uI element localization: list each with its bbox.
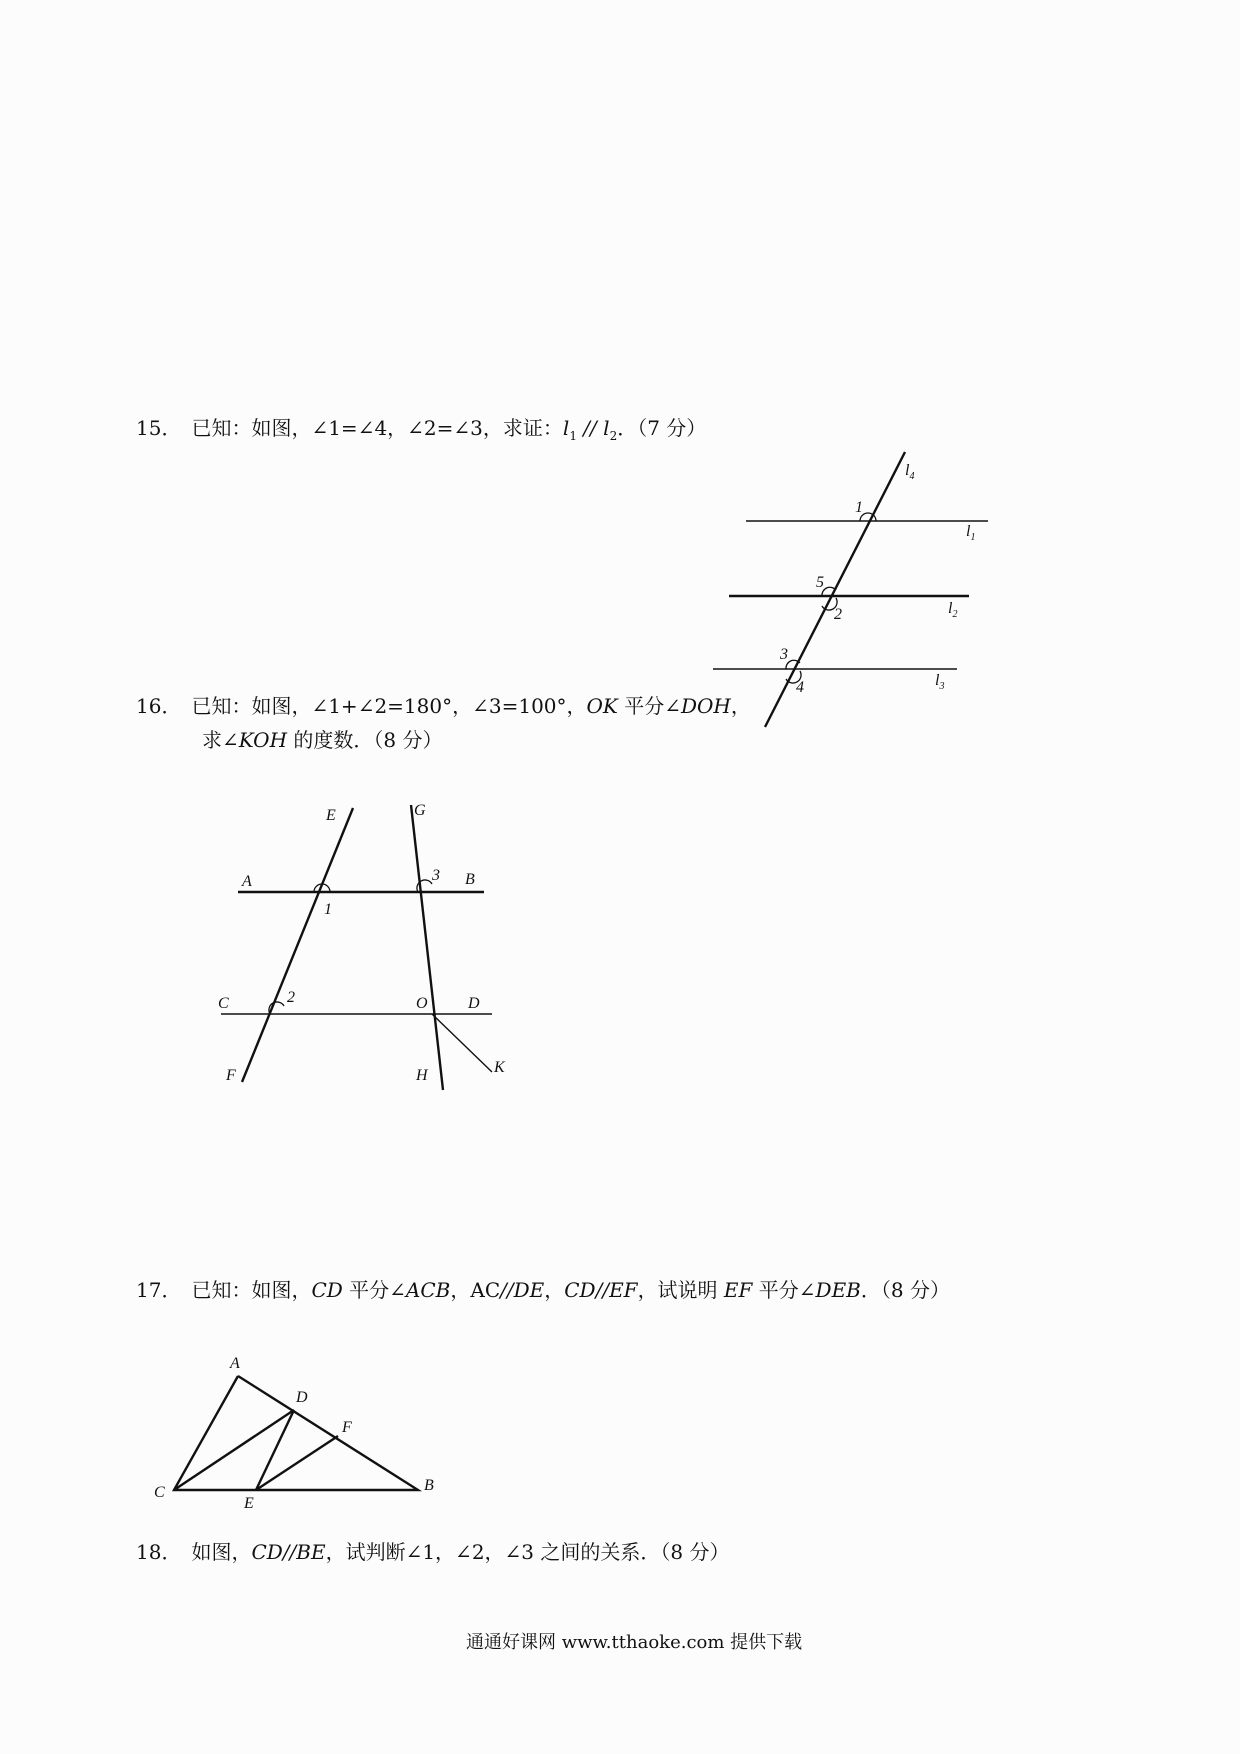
q16-ok: OK	[586, 694, 618, 718]
q18-number: 18．	[136, 1540, 182, 1564]
q15-parallel: //	[576, 416, 604, 440]
q16-text-c: ，	[730, 694, 751, 718]
q15-label-angle-4: 4	[796, 679, 804, 696]
q15-label-angle-5: 5	[816, 574, 824, 591]
q17-text-a: 已知：如图，	[191, 1278, 312, 1302]
q16-label-B: B	[465, 871, 475, 888]
q15-l2: l	[603, 416, 610, 440]
q17-ef2: EF	[723, 1278, 753, 1302]
q16-number: 16．	[136, 694, 182, 718]
q17-cd2: CD	[564, 1278, 596, 1302]
q16-label-G: G	[414, 802, 426, 819]
q17-text-g: ．（8 分）	[860, 1278, 950, 1302]
q17-text-f: 平分∠	[752, 1278, 816, 1302]
q15-label-l1: $l_1$	[966, 523, 976, 543]
q16-label-O: O	[416, 995, 428, 1012]
q17-label-F: F	[342, 1419, 352, 1436]
q16-label-D: D	[468, 995, 480, 1012]
q16-label-A: A	[242, 873, 252, 890]
q16-text-a: 已知：如图，∠1+∠2=180°，∠3=100°，	[191, 694, 587, 718]
q17-text-b: 平分∠	[342, 1278, 406, 1302]
q17-figure	[154, 1355, 434, 1512]
q16-label-H: H	[416, 1067, 428, 1084]
q18-parallel: //	[282, 1540, 297, 1564]
q16-line2-b: 的度数．（8 分）	[287, 728, 443, 752]
q17-label-D: D	[296, 1389, 308, 1406]
q16-line-gh	[411, 805, 443, 1090]
q15-label-angle-1: 1	[855, 499, 863, 516]
q16-label-F: F	[226, 1067, 236, 1084]
q15-label-angle-3: 3	[780, 646, 788, 663]
q15-label-l4: $l_4$	[905, 462, 915, 482]
q15-l1: l	[562, 416, 570, 440]
q16-koh: KOH	[238, 728, 288, 752]
q17-text-e: ，试说明	[637, 1278, 724, 1302]
q15-number: 15．	[136, 416, 182, 440]
q17-label-A: A	[230, 1355, 240, 1372]
q15-figure	[713, 452, 988, 727]
q15-text-a: 已知：如图，∠1=∠4，∠2=∠3，求证：	[191, 416, 563, 440]
q15-label-angle-2: 2	[834, 606, 842, 623]
page-footer: 通通好课网 www.tthaoke.com 提供下载	[466, 1632, 803, 1653]
q15-text-b: ．（7 分）	[617, 416, 707, 440]
q16-label-E: E	[326, 807, 336, 824]
q16-figure	[218, 802, 506, 1090]
q17-label-E: E	[244, 1495, 254, 1512]
q15-l1-sub: 1	[569, 429, 577, 443]
q15-label-l3: $l_3$	[935, 672, 945, 692]
q18-be: BE	[296, 1540, 326, 1564]
q18-text-a: 如图，	[191, 1540, 252, 1564]
q17-text-d: ，	[544, 1278, 565, 1302]
q17-parallel: //	[500, 1278, 514, 1302]
q16-label-angle-1: 1	[324, 901, 332, 918]
q17-ef: EF	[609, 1278, 638, 1302]
q16-label-C: C	[218, 995, 229, 1012]
q17-number: 17．	[136, 1278, 182, 1302]
q18-text-b: ，试判断∠1，∠2，∠3 之间的关系．（8 分）	[325, 1540, 730, 1564]
q17-acb: ACB	[405, 1278, 451, 1302]
q16-label-angle-2: 2	[287, 989, 295, 1006]
q15-label-l2: $l_2$	[948, 600, 958, 620]
q17-parallel2: //	[595, 1278, 610, 1302]
q15-l2-sub: 2	[609, 429, 618, 443]
q18-cd: CD	[251, 1540, 283, 1564]
q16-doh: DOH	[681, 694, 731, 718]
q16-line2-a: 求∠	[202, 728, 239, 752]
q17-deb: DEB	[815, 1278, 861, 1302]
q16-text-b: 平分∠	[617, 694, 681, 718]
q17-de: DE	[513, 1278, 545, 1302]
q16-label-K: K	[494, 1059, 505, 1076]
q17-text-c: ，AC	[450, 1278, 501, 1302]
q16-line-ef	[242, 808, 353, 1082]
q17-cd: CD	[311, 1278, 343, 1302]
q17-label-C: C	[154, 1484, 165, 1501]
q16-label-angle-3: 3	[432, 867, 440, 884]
q17-label-B: B	[424, 1477, 434, 1494]
